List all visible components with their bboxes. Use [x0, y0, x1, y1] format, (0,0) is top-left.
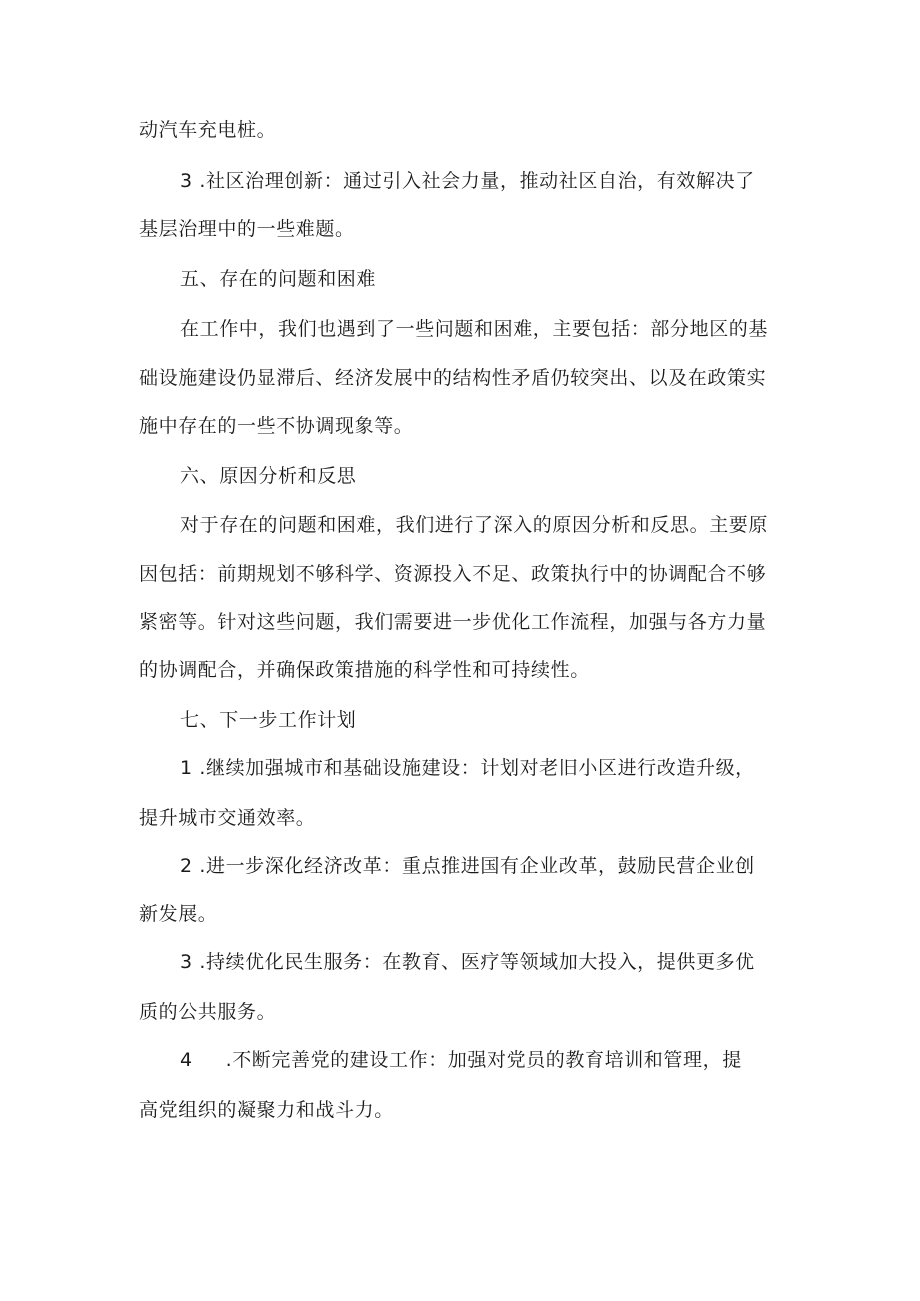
text-line: 提升城市交通效率。 [139, 807, 316, 829]
paragraph-line: 在工作中，我们也遇到了一些问题和困难，主要包括：部分地区的基 [180, 318, 769, 340]
list-item-2-economic-reform: 2 .进一步深化经济改革：重点推进国有企业改革，鼓励民营企业创 [180, 855, 755, 877]
paragraph-line: 对于存在的问题和困难，我们进行了深入的原因分析和反思。主要原 [180, 514, 769, 536]
list-item-3-public-services: 3 .持续优化民生服务：在教育、医疗等领域加大投入，提供更多优 [180, 951, 755, 973]
section-heading-5: 五、存在的问题和困难 [180, 268, 377, 290]
text-line: 质的公共服务。 [139, 1001, 277, 1023]
paragraph-line: 的协调配合，并确保政策措施的科学性和可持续性。 [139, 659, 590, 681]
section-heading-7: 七、下一步工作计划 [180, 709, 357, 731]
text-line: 高党组织的凝聚力和战斗力。 [139, 1099, 394, 1121]
paragraph-line: 施中存在的一些不协调现象等。 [139, 415, 414, 437]
text-line: 新发展。 [139, 903, 218, 925]
list-item-3-social-governance: 3 .社区治理创新：通过引入社会力量，推动社区自治，有效解决了 [180, 170, 755, 192]
list-item-4-party-building: 4 .不断完善党的建设工作：加强对党员的教育培训和管理，提 [180, 1049, 742, 1071]
list-item-1-infrastructure: 1 .继续加强城市和基础设施建设：计划对老旧小区进行改造升级， [180, 757, 755, 779]
section-heading-6: 六、原因分析和反思 [180, 465, 357, 487]
paragraph-line: 因包括：前期规划不够科学、资源投入不足、政策执行中的协调配合不够 [139, 563, 767, 585]
paragraph-line: 础设施建设仍显滞后、经济发展中的结构性矛盾仍较突出、以及在政策实 [139, 367, 767, 389]
paragraph-line: 紧密等。针对这些问题，我们需要进一步优化工作流程，加强与各方力量 [139, 611, 767, 633]
text-line: 动汽车充电桩。 [139, 119, 277, 141]
text-line: 基层治理中的一些难题。 [139, 218, 355, 240]
